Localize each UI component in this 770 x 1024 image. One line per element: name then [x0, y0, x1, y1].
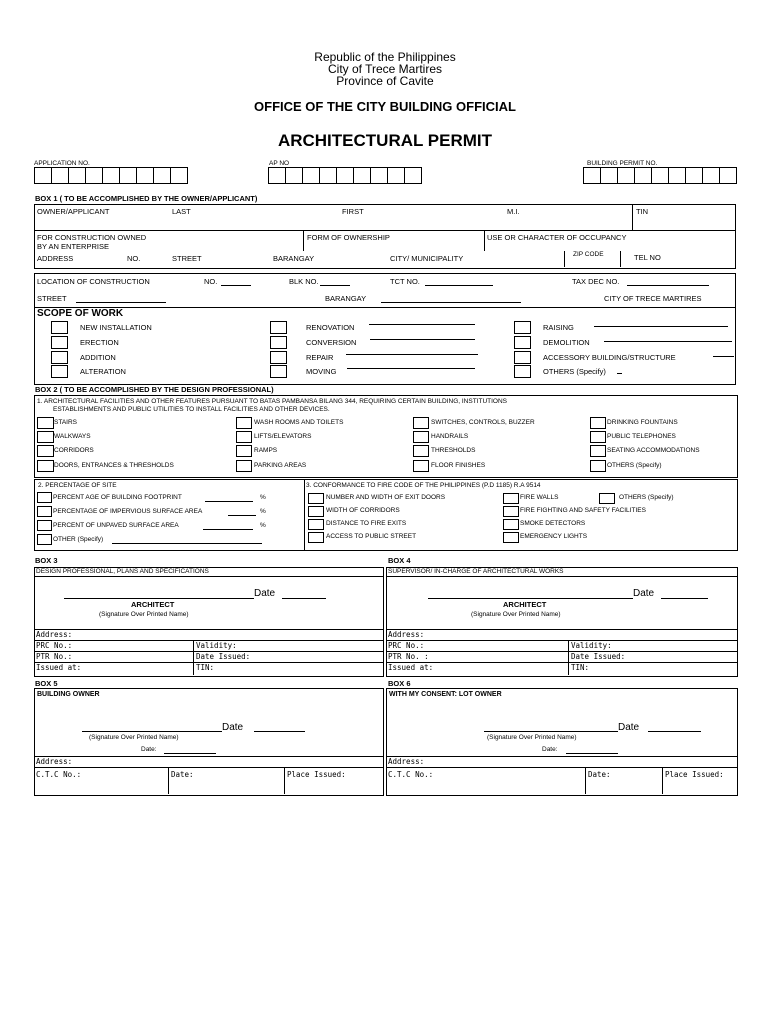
facility-checkbox[interactable]	[590, 431, 606, 443]
scope-checkbox[interactable]	[514, 336, 531, 349]
facilities-intro-line2: ESTABLISHMENTS AND PUBLIC UTILITIES TO INSTALL FACILITIES AND OTHER DEVICES.	[53, 406, 330, 413]
fire-code-label: NUMBER AND WIDTH OF EXIT DOORS	[326, 494, 446, 501]
fire-code-label: FIRE FIGHTING AND SAFETY FACILITIES	[520, 507, 646, 514]
facility-checkbox[interactable]	[413, 417, 429, 429]
box6-date2-label: Date:	[542, 746, 558, 753]
by-enterprise-label: BY AN ENTERPRISE	[37, 242, 109, 251]
box6-section	[386, 688, 738, 796]
digit-box[interactable]	[583, 167, 601, 184]
box3-sig-caption: (Signature Over Printed Name)	[99, 611, 189, 618]
facility-label: OTHERS (Specify)	[607, 462, 662, 469]
digit-box[interactable]	[302, 167, 320, 184]
box4-validity-label: Validity:	[571, 641, 612, 650]
owner-applicant-row[interactable]	[34, 204, 736, 231]
scope-option-label: OTHERS (Specify)	[543, 367, 606, 376]
scope-title: SCOPE OF WORK	[37, 308, 124, 319]
box2-title: BOX 2 ( TO BE ACCOMPLISHED BY THE DESIGN PROFESSIONAL)	[35, 385, 274, 394]
box5-section	[34, 688, 384, 796]
facility-checkbox[interactable]	[236, 431, 252, 443]
for-construction-label: FOR CONSTRUCTION OWNED	[37, 233, 147, 242]
percentage-fill-line[interactable]	[203, 529, 253, 530]
box6-title: BOX 6	[388, 679, 411, 688]
fire-code-checkbox[interactable]	[503, 506, 519, 517]
facility-checkbox[interactable]	[413, 460, 429, 472]
digit-box[interactable]	[319, 167, 337, 184]
fire-code-checkbox[interactable]	[308, 493, 324, 504]
digit-box[interactable]	[102, 167, 120, 184]
first-label: FIRST	[342, 207, 364, 216]
loc-no-label: NO.	[204, 277, 218, 286]
city-of-trece-label: CITY OF TRECE MARTIRES	[604, 294, 702, 303]
digit-box[interactable]	[68, 167, 86, 184]
location-of-construction-label: LOCATION OF CONSTRUCTION	[37, 277, 150, 286]
box5-address-label: Address:	[36, 757, 73, 766]
facility-label: WALKWAYS	[54, 433, 91, 440]
digit-box[interactable]	[370, 167, 388, 184]
facility-label: FLOOR FINISHES	[431, 462, 486, 469]
box6-address-label: Address:	[388, 757, 425, 766]
header-city: City of Trece Martires	[327, 62, 443, 76]
box3-tin-label: TIN:	[196, 663, 215, 672]
box4-date-issued-label: Date Issued:	[571, 652, 626, 661]
box4-ptr-label: PTR No. :	[388, 652, 429, 661]
facility-checkbox[interactable]	[590, 417, 606, 429]
facility-label: SEATING ACCOMMODATIONS	[607, 447, 700, 454]
scope-checkbox[interactable]	[270, 321, 287, 334]
percentage-fill-line[interactable]	[228, 515, 256, 516]
scope-option-label: DEMOLITION	[543, 338, 590, 347]
facility-checkbox[interactable]	[236, 445, 252, 457]
box5-ctc-label: C.T.C No.:	[36, 770, 82, 779]
digit-box[interactable]	[702, 167, 720, 184]
facility-label: HANDRAILS	[431, 433, 469, 440]
page-title: ARCHITECTURAL PERMIT	[277, 131, 493, 150]
scope-option-label: ALTERATION	[80, 367, 126, 376]
facility-label: LIFTS/ELEVATORS	[254, 433, 312, 440]
digit-box[interactable]	[685, 167, 703, 184]
percentage-fill-line[interactable]	[112, 543, 262, 544]
box5-date3-label: Date:	[171, 770, 194, 779]
fire-code-label: WIDTH OF CORRIDORS	[326, 507, 400, 514]
scope-checkbox[interactable]	[51, 336, 68, 349]
zip-code-label: ZIP CODE	[573, 251, 604, 258]
box1-title: BOX 1 ( TO BE ACCOMPLISHED BY THE OWNER/APPLICANT)	[35, 194, 258, 203]
box6-place-issued-label: Place Issued:	[665, 770, 724, 779]
box3-date-label: Date	[254, 588, 276, 599]
percentage-checkbox[interactable]	[37, 492, 52, 503]
scope-fill-line[interactable]	[370, 339, 475, 340]
box3-date-issued-label: Date Issued:	[196, 652, 251, 661]
percentage-checkbox[interactable]	[37, 506, 52, 517]
fire-code-checkbox[interactable]	[308, 519, 324, 530]
box4-tin-label: TIN:	[571, 663, 590, 672]
building-permit-no-label: BUILDING PERMIT NO.	[587, 160, 658, 167]
digit-box[interactable]	[136, 167, 154, 184]
tax-dec-no-label: TAX DEC NO.	[572, 277, 620, 286]
ap-no-label: AP NO	[269, 160, 290, 167]
scope-option-label: NEW INSTALLATION	[80, 323, 152, 332]
percentage-label: PERCENT OF UNPAVED SURFACE AREA	[53, 522, 179, 529]
scope-fill-line[interactable]	[369, 324, 475, 325]
scope-checkbox[interactable]	[270, 336, 287, 349]
facility-checkbox[interactable]	[37, 445, 54, 457]
box3-subtitle: DESIGN PROFESSIONAL, PLANS AND SPECIFICATIONS	[36, 568, 209, 575]
scope-option-label: RAISING	[543, 323, 574, 332]
office-title: OFFICE OF THE CITY BUILDING OFFICIAL	[254, 99, 516, 114]
box3-validity-label: Validity:	[196, 641, 237, 650]
box3-ptr-label: PTR No.:	[36, 652, 73, 661]
digit-box[interactable]	[34, 167, 52, 184]
scope-fill-line[interactable]	[346, 354, 478, 355]
digit-box[interactable]	[285, 167, 303, 184]
digit-box[interactable]	[85, 167, 103, 184]
scope-fill-line[interactable]	[594, 326, 728, 327]
facility-label: RAMPS	[254, 447, 278, 454]
box6-signature-line[interactable]	[484, 731, 618, 732]
facility-checkbox[interactable]	[236, 417, 252, 429]
scope-checkbox[interactable]	[51, 365, 68, 378]
box3-title: BOX 3	[35, 556, 58, 565]
digit-box[interactable]	[617, 167, 635, 184]
scope-checkbox[interactable]	[514, 365, 531, 378]
facility-label: DRINKING FOUNTAINS	[607, 419, 678, 426]
box3-role: ARCHITECT	[131, 600, 175, 609]
scope-option-label: MOVING	[306, 367, 337, 376]
digit-box[interactable]	[600, 167, 618, 184]
box6-subtitle: WITH MY CONSENT: LOT OWNER	[389, 691, 502, 698]
facility-label: STAIRS	[54, 419, 77, 426]
percent-sign: %	[260, 494, 266, 501]
box5-date2-label: Date:	[141, 746, 157, 753]
box3-address-label: Address:	[36, 630, 73, 639]
scope-option-label: REPAIR	[306, 353, 334, 362]
scope-option-label: ERECTION	[80, 338, 119, 347]
scope-checkbox[interactable]	[270, 351, 287, 364]
mi-label: M.I.	[507, 207, 520, 216]
percentage-of-site-title: 2. PERCENTAGE OF SITE	[38, 482, 117, 489]
fire-code-checkbox[interactable]	[503, 532, 519, 543]
box6-date-label: Date	[618, 722, 640, 733]
tel-no-label: TEL NO	[634, 253, 661, 262]
scope-option-label: ADDITION	[80, 353, 116, 362]
percentage-label: OTHER (Specify)	[53, 536, 104, 543]
percent-sign: %	[260, 522, 266, 529]
no-label: NO.	[127, 254, 141, 263]
box4-subtitle: SUPERVISOR/ IN-CHARGE OF ARCHITECTURAL WORKS	[388, 568, 564, 575]
box4-sig-caption: (Signature Over Printed Name)	[471, 611, 561, 618]
box4-address-label: Address:	[388, 630, 425, 639]
digit-box[interactable]	[387, 167, 405, 184]
fire-others-checkbox[interactable]	[599, 493, 615, 504]
box4-section	[386, 567, 738, 677]
facility-checkbox[interactable]	[37, 417, 54, 429]
percent-sign: %	[260, 508, 266, 515]
facility-checkbox[interactable]	[413, 431, 429, 443]
digit-box[interactable]	[353, 167, 371, 184]
scope-checkbox[interactable]	[270, 365, 287, 378]
facility-checkbox[interactable]	[413, 445, 429, 457]
blk-no-label: BLK NO.	[289, 277, 319, 286]
scope-option-label: RENOVATION	[306, 323, 355, 332]
scope-fill-line[interactable]	[617, 373, 622, 374]
fire-code-label: SMOKE DETECTORS	[520, 520, 586, 527]
use-or-character-label: USE OR CHARACTER OF OCCUPANCY	[487, 233, 627, 242]
digit-box[interactable]	[153, 167, 171, 184]
digit-box[interactable]	[170, 167, 188, 184]
barangay-label: BARANGAY	[273, 254, 315, 263]
box4-prc-label: PRC No.:	[388, 641, 425, 650]
digit-box[interactable]	[51, 167, 69, 184]
tin-label: TIN	[636, 207, 649, 216]
street-label: STREET	[172, 254, 202, 263]
digit-box[interactable]	[268, 167, 286, 184]
fire-code-title: 3. CONFORMANCE TO FIRE CODE OF THE PHILIPPINES (P.D 1185) R.A 9514	[306, 482, 541, 489]
box6-sig-caption: (Signature Over Printed Name)	[487, 734, 577, 741]
scope-of-work-section	[34, 307, 736, 385]
city-municipality-label: CITY/ MUNICIPALITY	[390, 254, 464, 263]
facilities-intro-line1: 1. ARCHITECTURAL FACILITIES AND OTHER FEATURES PURSUANT TO BATAS PAMBANSA BILANG 344, REQUIRING CERTAIN BUILDING, INSTITUTIONS	[37, 398, 508, 405]
fire-others-label: OTHERS (Specify)	[619, 494, 674, 501]
application-no-label: APPLICATION NO.	[34, 160, 90, 167]
facility-label: PUBLIC TELEPHONES	[607, 433, 676, 440]
percentage-label: PERCENT AGE OF BUILDING FOOTPRINT	[53, 494, 182, 501]
digit-box[interactable]	[651, 167, 669, 184]
scope-checkbox[interactable]	[51, 321, 68, 334]
facility-checkbox[interactable]	[236, 460, 252, 472]
form-of-ownership-label: FORM OF OWNERSHIP	[307, 233, 390, 242]
facility-label: WASH ROOMS AND TOILETS	[254, 419, 344, 426]
fire-code-section	[304, 479, 738, 551]
barangay2-label: BARANGAY	[325, 294, 367, 303]
digit-box[interactable]	[634, 167, 652, 184]
fire-code-label: ACCESS TO PUBLIC STREET	[326, 533, 417, 540]
box5-date-label: Date	[222, 722, 244, 733]
header-republic: Republic of the Philippines	[314, 50, 456, 64]
box4-signature-line[interactable]	[428, 598, 633, 599]
facility-label: CORRIDORS	[54, 447, 94, 454]
fire-code-label: EMERGENCY LIGHTS	[520, 533, 588, 540]
fire-code-checkbox[interactable]	[503, 493, 519, 504]
box5-sig-caption: (Signature Over Printed Name)	[89, 734, 179, 741]
percentage-checkbox[interactable]	[37, 534, 52, 545]
box5-title: BOX 5	[35, 679, 58, 688]
box5-signature-line[interactable]	[82, 731, 222, 732]
percentage-label: PERCENTAGE OF IMPERVIOUS SURFACE AREA	[53, 508, 203, 515]
box6-date3-label: Date:	[588, 770, 611, 779]
last-label: LAST	[172, 207, 191, 216]
box3-prc-label: PRC No.:	[36, 641, 73, 650]
facility-label: DOORS, ENTRANCES & THRESHOLDS	[54, 462, 174, 469]
header-province: Province of Cavite	[336, 74, 434, 88]
digit-box[interactable]	[719, 167, 737, 184]
owner-applicant-label: OWNER/APPLICANT	[37, 207, 110, 216]
box3-signature-line[interactable]	[64, 598, 254, 599]
scope-fill-line[interactable]	[713, 356, 734, 357]
fire-code-checkbox[interactable]	[308, 506, 324, 517]
scope-option-label: ACCESSORY BUILDING/STRUCTURE	[543, 353, 676, 362]
fire-code-checkbox[interactable]	[503, 519, 519, 530]
fire-code-checkbox[interactable]	[308, 532, 324, 543]
scope-fill-line[interactable]	[347, 368, 475, 369]
percentage-fill-line[interactable]	[205, 501, 253, 502]
scope-checkbox[interactable]	[514, 351, 531, 364]
fire-code-label: DISTANCE TO FIRE EXITS	[326, 520, 407, 527]
scope-checkbox[interactable]	[514, 321, 531, 334]
tct-no-label: TCT NO.	[390, 277, 420, 286]
digit-box[interactable]	[404, 167, 422, 184]
facility-label: SWITCHES, CONTROLS, BUZZER	[431, 419, 535, 426]
facility-label: THRESHOLDS	[431, 447, 476, 454]
facility-label: PARKING AREAS	[254, 462, 307, 469]
box4-issued-at-label: Issued at:	[388, 663, 434, 672]
facility-checkbox[interactable]	[37, 431, 54, 443]
digit-box[interactable]	[336, 167, 354, 184]
street2-label: STREET	[37, 294, 67, 303]
facility-checkbox[interactable]	[37, 460, 54, 472]
scope-checkbox[interactable]	[51, 351, 68, 364]
box4-date-label: Date	[633, 588, 655, 599]
percentage-checkbox[interactable]	[37, 520, 52, 531]
facility-checkbox[interactable]	[590, 445, 606, 457]
box3-issued-at-label: Issued at:	[36, 663, 82, 672]
box4-title: BOX 4	[388, 556, 411, 565]
digit-box[interactable]	[119, 167, 137, 184]
scope-fill-line[interactable]	[604, 341, 732, 342]
address-label: ADDRESS	[37, 254, 74, 263]
box5-subtitle: BUILDING OWNER	[37, 691, 100, 698]
scope-option-label: CONVERSION	[306, 338, 357, 347]
digit-box[interactable]	[668, 167, 686, 184]
facility-checkbox[interactable]	[590, 460, 606, 472]
fire-code-label: FIRE WALLS	[520, 494, 559, 501]
box4-role: ARCHITECT	[503, 600, 547, 609]
box6-ctc-label: C.T.C No.:	[388, 770, 434, 779]
box5-place-issued-label: Place Issued:	[287, 770, 346, 779]
